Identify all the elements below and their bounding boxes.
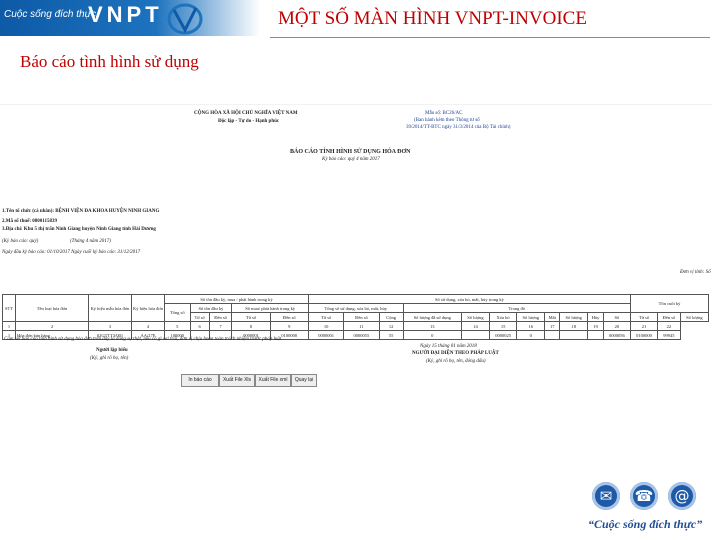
cell-c10: 0000001 <box>308 331 343 340</box>
col-total-used: Tổng số sử dụng, xóa bỏ, mất, hủy <box>308 304 403 313</box>
export-xls-button[interactable]: Xuất File Xls <box>219 374 255 387</box>
col-stt: STT <box>3 295 16 322</box>
cell-c22: 99945 <box>658 331 681 340</box>
col-to: Đến số <box>344 313 379 322</box>
cell-form: 02GTTT3/001 <box>89 331 132 340</box>
index-cell: 22 <box>658 322 681 331</box>
commitment-text: Cam kết báo cáo tình hình sử dụng hóa đơn trên đây là đúng sự thật, nếu có gì sai trái, đơn vị chịu hoàn toàn trách nhiệm trước pháp luật. <box>4 337 283 342</box>
header-slogan: Cuộc sống đích thực <box>4 9 96 20</box>
col-count: Cộng <box>379 313 403 322</box>
col-used-count: Số lượng đã sử dụng <box>403 313 461 322</box>
unit-label: Đơn vị tính: Số <box>680 270 711 275</box>
cell-name: Hóa đơn bán hàng <box>16 331 89 340</box>
cell-c8: 0000001 <box>232 331 270 340</box>
col-from: Từ số <box>308 313 343 322</box>
index-cell: 12 <box>379 322 403 331</box>
col-qty: Số lượng <box>517 313 545 322</box>
footer-slogan: “Cuộc sống đích thực” <box>588 517 703 531</box>
col-bought: Số mua/ phát hành trong kỳ <box>232 304 309 313</box>
cell-empty <box>588 331 604 340</box>
period-unit: (Kỳ báo cáo: quý) <box>2 239 39 244</box>
date-range: Ngày đầu kỳ báo cáo: 01/10/2017 Ngày cuối kỳ báo cáo: 31/12/2017 <box>2 250 141 255</box>
col-num: Số <box>603 313 630 322</box>
cell-c15: 0000025 <box>490 331 517 340</box>
index-cell: 15 <box>490 322 517 331</box>
representative-sign: (Ký, ghi rõ họ, tên, đóng dấu) <box>426 359 486 364</box>
unit-note: (Tháng 4 năm 2017) <box>70 239 111 244</box>
page-title: MỘT SỐ MÀN HÌNH VNPT-INVOICE <box>278 8 587 29</box>
cell-stt: 1 <box>3 331 16 340</box>
table-header-row <box>3 295 709 304</box>
col-qty: Số lượng <box>461 313 489 322</box>
col-serial: Ký hiệu hóa đơn <box>132 295 165 322</box>
tax-code: 2.Mã số thuế: 0800115839 <box>2 219 57 224</box>
index-cell: 17 <box>545 322 560 331</box>
cell-c21: 0100000 <box>630 331 657 340</box>
form-code: Mẫu số: BC26/AC <box>425 111 463 116</box>
title-divider <box>270 37 710 38</box>
index-cell: 6 <box>190 322 209 331</box>
cell-serial: AA/17E <box>132 331 165 340</box>
print-report-button[interactable]: In báo cáo <box>181 374 219 387</box>
index-cell: 11 <box>344 322 379 331</box>
index-cell: 9 <box>270 322 308 331</box>
motto: Độc lập - Tự do - Hạnh phúc <box>218 119 280 124</box>
back-button[interactable]: Quay lại <box>291 374 317 387</box>
index-cell: 3 <box>89 322 132 331</box>
cell-c16: 0 <box>517 331 545 340</box>
col-destroyed: Hủy <box>588 313 604 322</box>
cell-empty <box>560 331 588 340</box>
report-table <box>2 294 709 340</box>
cell-c13: 0 <box>403 331 461 340</box>
vnpt-logo-banner <box>0 0 260 36</box>
report-period: Kỳ báo cáo: quý 4 năm 2017 <box>322 157 380 162</box>
index-cell: 10 <box>308 322 343 331</box>
footer-icons <box>592 482 702 516</box>
col-closing: Tồn cuối kỳ <box>630 295 708 313</box>
index-cell: 14 <box>461 322 489 331</box>
table-index-row <box>3 322 709 331</box>
cell-total: 100000 <box>165 331 191 340</box>
cell-c11: 0000055 <box>344 331 379 340</box>
cell-empty <box>545 331 560 340</box>
header-bar <box>0 0 720 40</box>
preparer-label: Người lập biểu <box>96 348 128 353</box>
col-deleted: Xóa bỏ <box>490 313 517 322</box>
index-cell: 1 <box>3 322 16 331</box>
index-cell: 21 <box>630 322 657 331</box>
index-cell: 5 <box>165 322 191 331</box>
col-from: Từ số <box>630 313 657 322</box>
index-cell: 19 <box>588 322 604 331</box>
export-xml-button[interactable]: Xuất File xml <box>255 374 291 387</box>
cell-empty <box>461 331 489 340</box>
col-to: Đến số <box>658 313 681 322</box>
national-title: CỘNG HÒA XÃ HỘI CHỦ NGHĨA VIỆT NAM <box>194 111 298 116</box>
col-qty: Số lượng <box>680 313 708 322</box>
cell-c12: 55 <box>379 331 403 340</box>
col-from: Từ số <box>232 313 270 322</box>
col-lost: Mất <box>545 313 560 322</box>
org-address: 3.Địa chỉ: Khu 5 thị trấn Ninh Giang huyện Ninh Giang tỉnh Hải Dương <box>2 227 156 232</box>
index-cell: 7 <box>209 322 232 331</box>
form-note-2: 39/2014/TT-BTC ngày 31/3/2014 của Bộ Tài chính) <box>406 125 511 130</box>
col-to: Đến số <box>209 313 232 322</box>
cell-c20: 0000056 <box>603 331 630 340</box>
form-note-1: (Ban hành kèm theo Thông tư số <box>414 118 480 123</box>
col-total: Tổng số <box>165 304 191 322</box>
phone-icon: ☎ <box>630 482 658 510</box>
vnpt-swoosh-icon <box>166 2 204 36</box>
col-form: Ký hiệu mẫu hóa đơn <box>89 295 132 322</box>
index-cell: 16 <box>517 322 545 331</box>
report-title: BÁO CÁO TÌNH HÌNH SỬ DỤNG HÓA ĐƠN <box>290 149 411 155</box>
vnpt-logo-text: VNPT <box>88 2 163 27</box>
preparer-sign: (Ký, ghi rõ họ, tên) <box>90 356 129 361</box>
col-from: Từ số <box>190 313 209 322</box>
sign-date: Ngày 15 tháng 01 năm 2018 <box>420 344 477 349</box>
col-qty: Số lượng <box>560 313 588 322</box>
report-screenshot <box>0 104 712 457</box>
index-cell: 8 <box>232 322 270 331</box>
col-opening-group: Số tồn đầu kỳ, mua / phát hành trong kỳ <box>165 295 309 304</box>
org-name: 1.Tên tổ chức (cá nhân): BỆNH VIỆN ĐA KHOA HUYỆN NINH GIANG <box>2 209 160 214</box>
index-cell: 13 <box>403 322 461 331</box>
col-among: Trong đó <box>403 304 630 313</box>
index-cell: 18 <box>560 322 588 331</box>
col-name: Tên loại hóa đơn <box>16 295 89 322</box>
at-sign-icon: @ <box>668 482 696 510</box>
representative-label: NGƯỜI ĐẠI DIỆN THEO PHÁP LUẬT <box>412 351 499 356</box>
index-cell: 2 <box>16 322 89 331</box>
index-cell: 4 <box>132 322 165 331</box>
col-open-stock: Số tồn đầu kỳ <box>190 304 232 313</box>
envelope-icon: ✉ <box>592 482 620 510</box>
index-cell: 20 <box>603 322 630 331</box>
col-to: Đến số <box>270 313 308 322</box>
cell-c9: 0100000 <box>270 331 308 340</box>
col-used-group: Số sử dụng, xóa bỏ, mất, hủy trong kỳ <box>308 295 630 304</box>
section-title: Báo cáo tình hình sử dụng <box>20 52 199 71</box>
